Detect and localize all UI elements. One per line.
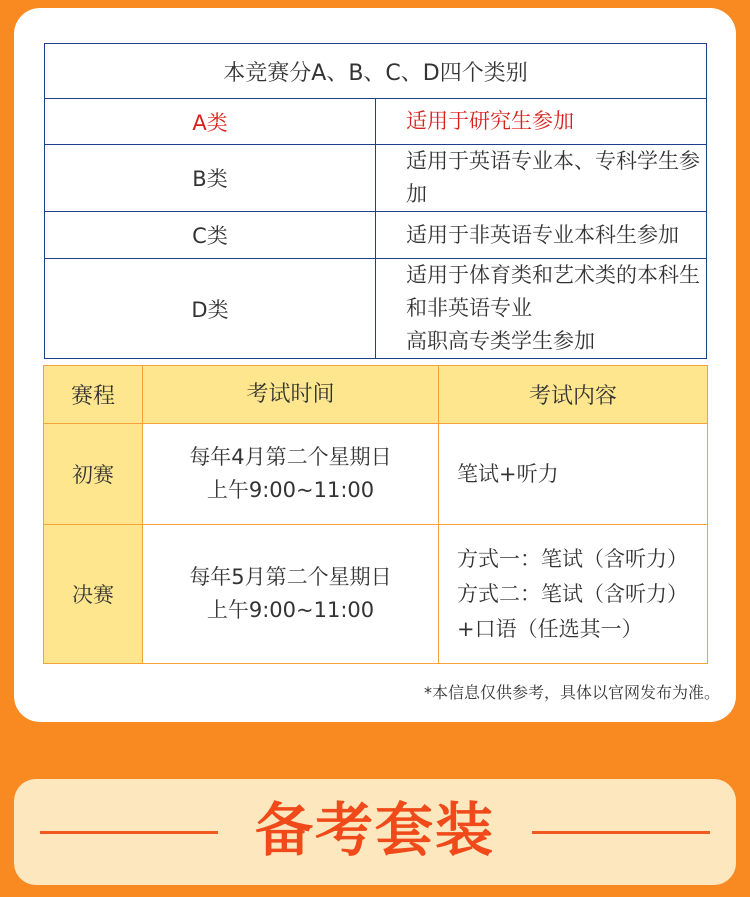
stage-cell: 决赛 <box>44 525 143 664</box>
prep-kit-banner <box>14 779 736 885</box>
time-cell <box>143 424 439 525</box>
schedule-table <box>43 365 708 664</box>
category-row-b <box>45 145 707 212</box>
content-line: 方式二：笔试（含听力） <box>457 581 688 606</box>
time-cell <box>143 525 439 664</box>
header-stage: 赛程 <box>44 366 143 424</box>
category-desc <box>376 259 707 359</box>
category-desc: 适用于非英语专业本科生参加 <box>376 212 707 259</box>
schedule-row-preliminary <box>44 424 708 525</box>
category-label: D类 <box>45 259 376 359</box>
category-row-a <box>45 99 707 145</box>
category-desc-line: 高职高专类学生参加 <box>406 329 595 353</box>
content-line: 笔试+听力 <box>457 461 559 486</box>
time-line: 上午9:00~11:00 <box>206 598 375 622</box>
banner-divider-right <box>532 831 710 834</box>
category-label: B类 <box>45 145 376 212</box>
schedule-header-row <box>44 366 708 424</box>
time-line: 上午9:00~11:00 <box>206 478 375 502</box>
stage-cell: 初赛 <box>44 424 143 525</box>
category-table <box>44 43 707 359</box>
time-line: 每年5月第二个星期日 <box>189 565 392 589</box>
category-desc: 适用于英语专业本、专科学生参加 <box>376 145 707 212</box>
banner-title: 备考套装 <box>254 796 495 864</box>
disclaimer-note: *本信息仅供参考，具体以官网发布为准。 <box>423 683 720 702</box>
content-cell <box>439 525 708 664</box>
time-line: 每年4月第二个星期日 <box>189 445 392 469</box>
schedule-row-final <box>44 525 708 664</box>
content-cell <box>439 424 708 525</box>
category-label: A类 <box>45 99 376 145</box>
content-line: 方式一：笔试（含听力） <box>457 546 688 571</box>
category-desc-line: 适用于体育类和艺术类的本科生和非英语专业 <box>406 263 700 320</box>
content-line: +口语（任选其一） <box>457 616 643 641</box>
category-desc: 适用于研究生参加 <box>376 99 707 145</box>
category-row-c <box>45 212 707 259</box>
category-row-d <box>45 259 707 359</box>
category-table-header: 本竞赛分A、B、C、D四个类别 <box>45 44 707 99</box>
header-content: 考试内容 <box>439 366 708 424</box>
header-time: 考试时间 <box>143 366 439 424</box>
category-label: C类 <box>45 212 376 259</box>
